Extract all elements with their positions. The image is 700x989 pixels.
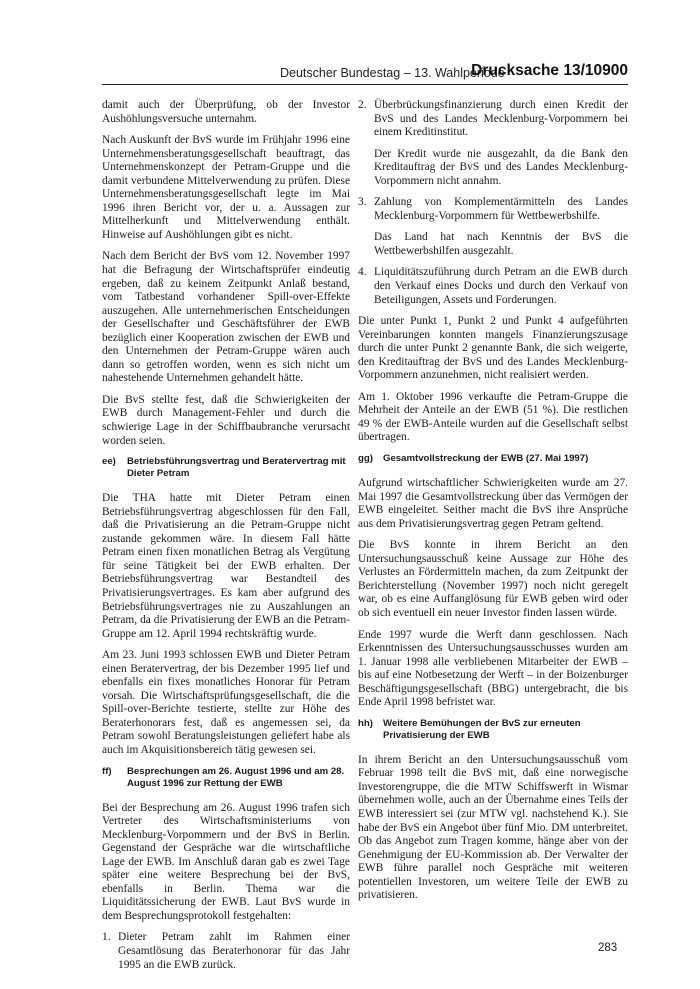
paragraph: Nach Auskunft der BvS wurde im Frühjahr 1996 eine Unternehmensberatungsgesellschaft beauftragt, das Unternehmenskonzept der Petram-Gruppe und die damit verbundene Mittelverwendung zu prüfen. Diese Unternehmensberatungsgesellschaft legte im Mai 1996 ihren Bericht vor, der u. a. Aussagen zur Mittelherkunft und Mittelverwendung enthält. Hinweise auf Aushöhlungen gibt es nicht.: [102, 134, 350, 241]
list-item: [358, 99, 628, 140]
left-column: [102, 99, 350, 980]
list-text: Zahlung von Komplementärmitteln des Landes Mecklenburg-Vorpommern für Wettbewerbshilfe.: [374, 196, 628, 222]
section-heading-ff: [102, 766, 350, 790]
paragraph: Die THA hatte mit Dieter Petram einen Betriebsführungsvertrag abgeschlossen für den Fall, daß die Privatisierung an die Petram-Gruppe nicht zustande gekommen wäre. In diesem Fall hätte Petram einen fixen monatlichen Betrag als Vergütung für seine Tätigkeit bei der EWB erhalten. Der Betriebsführungsvertrag war Bestandteil des Privatisierungsvertrages. Es kam aber aufgrund des Betriebsführungsvertrages nie zu Auszahlungen an Petram, da die Privatisierung der EWB an die Petram-Gruppe am 12. April 1994 rechtskräftig wurde.: [102, 492, 350, 640]
list-text: Liquiditätszuführung durch Petram an die EWB durch den Verkauf eines Docks und durch den Verkauf von Beteiligungen, Assets und Forderungen.: [374, 266, 628, 306]
heading-id: ee): [102, 456, 116, 468]
heading-id: gg): [358, 453, 373, 465]
paragraph: Die unter Punkt 1, Punkt 2 und Punkt 4 aufgeführten Vereinbarungen konnten mangels Finanzierungszusage durch die unter Punkt 2 genannte Bank, die sich weigerte, den Kreditauftrag der BvS und des Landes Mecklenburg-Vorpommern anzunehmen, nicht realisiert werden.: [358, 315, 628, 382]
section-heading-hh: [358, 718, 628, 742]
paragraph: Ende 1997 wurde die Werft dann geschlossen. Nach Erkenntnissen des Untersuchungsausschusses wurden am 1. Januar 1998 alle verbliebenen Mitarbeiter der EWB – bis auf eine Notbesetzung der Werft – in der Boizenburger Beschäftigungsgesellschaft (BBG) untergebracht, die bis Ende April 1998 befristet war.: [358, 628, 628, 709]
list-note: Der Kredit wurde nie ausgezahlt, da die Bank den Kreditauftrag der BvS und des Landes Mecklenburg-Vorpommern nicht annahm.: [374, 147, 628, 187]
section-heading-gg: [358, 453, 628, 465]
list-text: Dieter Petram zahlt im Rahmen einer Gesamtlösung das Beraterhonorar für das Jahr 1995 an die EWB zurück.: [118, 931, 350, 971]
page-number: 283: [598, 942, 618, 954]
paragraph: Am 1. Oktober 1996 verkaufte die Petram-Gruppe die Mehrheit der Anteile an der EWB (51 %). Die restlichen 49 % der EWB-Anteile wurden auf die Gesellschaft selbst übertragen.: [358, 390, 628, 444]
paragraph: damit auch der Überprüfung, ob der Investor Aushöhlungsversuche unternahm.: [102, 99, 350, 125]
section-heading-ee: [102, 456, 350, 480]
list-item: [102, 931, 350, 972]
paragraph: In ihrem Bericht an den Untersuchungsausschuß vom Februar 1998 teilt die BvS mit, daß eine norwegische Investorengruppe, die die MTW Schiffswerft in Wismar übernehmen wolle, auch an der Übernahme eines Teils der EWB interessiert sei (zur MTW vgl. nachstehend K.). Sie habe der BvS ein Angebot über fünf Mio. DM unterbreitet. Ob das Angebot zum Tragen komme, hänge aber von der Genehmigung der EU-Kommission ab. Der Verwalter der EWB führe parallel noch Gespräche mit weiteren potentiellen Investoren, um weitere Teile der EWB zu privatisieren.: [358, 753, 628, 902]
page-header: [102, 62, 628, 85]
list-text: Überbrückungsfinanzierung durch einen Kredit der BvS und des Landes Mecklenburg-Vorpommern bei einem Kreditinstitut.: [374, 99, 628, 139]
header-document-number: Drucksache 13/10900: [471, 62, 628, 79]
heading-text: Weitere Bemühungen der BvS zur erneuten Privatisierung der EWB: [383, 717, 581, 741]
paragraph: Am 23. Juni 1993 schlossen EWB und Dieter Petram einen Beratervertrag, der bis Dezember 1995 lief und ebenfalls ein fixes monatliches Honorar für Petram vorsah. Die Wirtschaftsprüfungsgesellschaft, die die Spill-over-Berichte testierte, stellte zur Höhe des Beraterhonorars fest, daß es angemessen sei, da Petram sowohl Beratungsleistungen geliefert habe als auch im Akquisitionsbereich tätig gewesen sei.: [102, 649, 350, 756]
list-item: [358, 266, 628, 307]
list-note: Das Land hat nach Kenntnis der BvS die Wettbewerbshilfen ausgezahlt.: [374, 231, 628, 257]
right-column: [358, 99, 628, 911]
paragraph: Nach dem Bericht der BvS vom 12. November 1997 hat die Befragung der Wirtschaftsprüfer eindeutig ergeben, daß zu keinem Zeitpunkt Anlaß bestand, vom Tatbestand vorhandener Spill-over-Effekte auszugehen. Alle unternehmerischen Entscheidungen der Gesellschafter und Geschäftsführer der EWB bezüglich einer Kooperation zwischen der EWB und den Unternehmen der Petram-Gruppe wären auch dann so getroffen worden, wenn es sich nicht um nahestehende Unternehmen gehandelt hätte.: [102, 250, 350, 385]
paragraph: Die BvS konnte in ihrem Bericht an den Untersuchungsausschuß keine Aussage zur Höhe des Verlustes an Fördermitteln machen, da zum Zeitpunkt der Berichterstellung (November 1997) noch nicht geregelt war, ob es eine Auffanglösung für EWB geben wird oder ob sich eventuell ein neuer Investor finden lassen würde.: [358, 539, 628, 619]
header-publication: Deutscher Bundestag – 13. Wahlperiode: [280, 66, 505, 80]
list-item: [358, 196, 628, 223]
heading-id: ff): [102, 765, 112, 777]
list-number: 3.: [358, 196, 367, 209]
heading-text: Gesamtvollstreckung der EWB (27. Mai 1997): [383, 453, 589, 465]
heading-text: Besprechungen am 26. August 1996 und am 28. August 1996 zur Rettung der EWB: [127, 765, 345, 789]
paragraph: Bei der Besprechung am 26. August 1996 trafen sich Vertreter des Wirtschaftsministeriums von Mecklenburg-Vorpommern und der BvS in Berlin. Gegenstand der Gespräche war die wirtschaftliche Lage der EWB. Im Anschluß daran gab es zwei Tage später eine weitere Besprechung bei der BvS, ebenfalls in Berlin. Thema war die Liquiditätssicherung der EWB. Laut BvS wurde in dem Besprechungsprotokoll festgehalten:: [102, 801, 350, 922]
list-number: 4.: [358, 266, 367, 279]
heading-text: Betriebsführungsvertrag und Beratervertrag mit Dieter Petram: [127, 456, 346, 480]
list-number: 1.: [102, 931, 111, 944]
list-number: 2.: [358, 99, 367, 111]
paragraph: Die BvS stellte fest, daß die Schwierigkeiten der EWB durch Management-Fehler und durch die schwierige Lage in der Schiffbaubranche verursacht worden seien.: [102, 393, 350, 447]
paragraph: Aufgrund wirtschaftlicher Schwierigkeiten wurde am 27. Mai 1997 die Gesamtvollstreckung über das Vermögen der EWB eingeleitet. Seither macht die BvS ihre Ansprüche aus dem Privatisierungsvertrag gegen Petram geltend.: [358, 477, 628, 530]
heading-id: hh): [358, 717, 373, 729]
